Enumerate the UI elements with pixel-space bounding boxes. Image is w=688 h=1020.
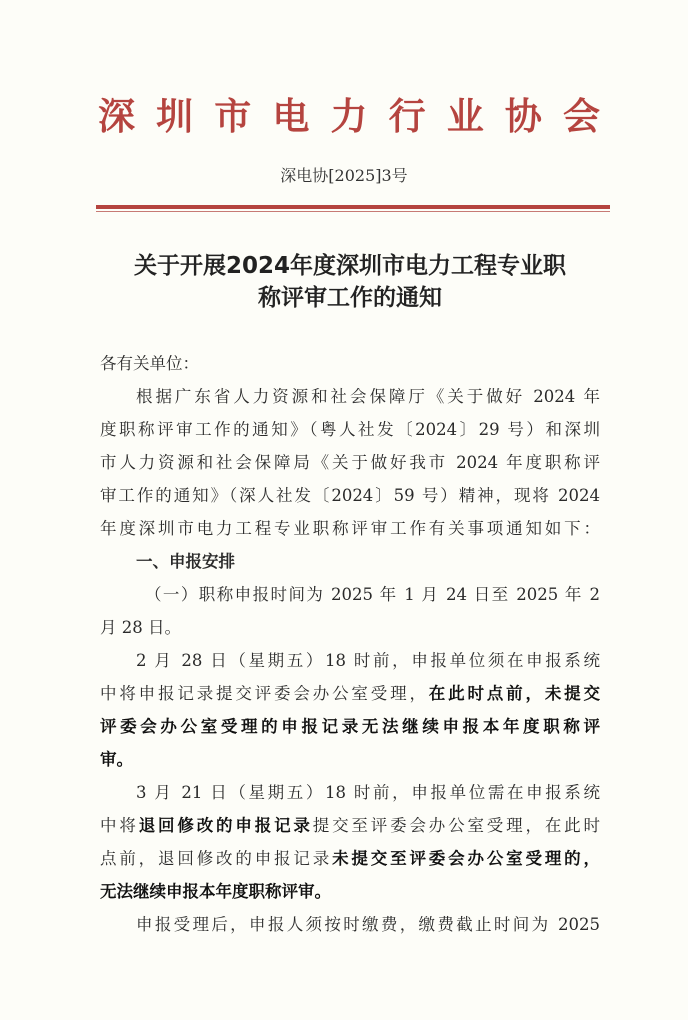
- bold-text: 退回修改的申报记录: [138, 816, 313, 835]
- body-text: （一）职称申报时间为 2025 年 1 月 24 日至 2025 年 2: [145, 585, 600, 604]
- document-title: [90, 250, 610, 314]
- body-line: [100, 878, 600, 911]
- bold-text: 评委会办公室受理的申报记录无法继续申报本年度职称评: [100, 717, 600, 736]
- body-text: 点前，退回修改的申报记录: [100, 849, 333, 868]
- body-text: 2 月 28 日（星期五）18 时前，申报单位须在申报系统: [136, 651, 600, 670]
- body-text: 提交至评委会办公室受理，在此时: [312, 816, 601, 835]
- body-line: [100, 614, 600, 647]
- body-text: 中将申报记录提交评委会办公室受理，: [100, 684, 429, 703]
- body-text: 中将: [100, 816, 139, 835]
- body-text: 月 28 日。: [100, 618, 181, 637]
- body-line: [100, 581, 600, 614]
- body-line: [100, 416, 600, 449]
- body-text: 市人力资源和社会保障局《关于做好我市 2024 年度职称评: [100, 453, 600, 472]
- body-text: 各有关单位：: [100, 354, 199, 373]
- body-text: 申报受理后，申报人须按时缴费，缴费截止时间为 2025: [136, 915, 600, 934]
- body-line: [100, 383, 600, 416]
- header-divider-thick: [96, 205, 610, 209]
- body-line: [100, 350, 600, 383]
- body-line: [100, 911, 600, 944]
- body-text: 年度深圳市电力工程专业职称评审工作有关事项通知如下：: [100, 519, 600, 538]
- body-line: [100, 845, 600, 878]
- body-line: [100, 746, 600, 779]
- bold-text: 未提交至评委会办公室受理的，: [332, 849, 601, 868]
- section-heading: 一、申报安排: [136, 552, 235, 571]
- body-line: [100, 713, 600, 746]
- bold-text: 无法继续申报本年度职称评审。: [100, 882, 331, 901]
- header-divider-thin: [96, 211, 610, 212]
- bold-text: 在此时点前，未提交: [428, 684, 601, 703]
- body-line: [100, 515, 600, 548]
- body-line: [100, 647, 600, 680]
- title-line-2: 称评审工作的通知: [258, 285, 442, 311]
- body-line: [100, 449, 600, 482]
- title-line-1: 关于开展2024年度深圳市电力工程专业职: [133, 253, 566, 279]
- body-line: [100, 680, 600, 713]
- organization-name: 深圳市电力行业协会: [98, 95, 602, 138]
- body-text: 度职称评审工作的通知》（粤人社发〔2024〕29 号）和深圳: [100, 420, 600, 439]
- body-line: [100, 779, 600, 812]
- body-line: [100, 812, 600, 845]
- body-text: 3 月 21 日（星期五）18 时前，申报单位需在申报系统: [136, 783, 600, 802]
- body-line: [100, 482, 600, 515]
- body-line: [100, 548, 600, 581]
- bold-text: 审。: [100, 750, 133, 769]
- document-body: [100, 350, 600, 944]
- body-text: 审工作的通知》（深人社发〔2024〕59 号）精神，现将 2024: [100, 486, 600, 505]
- body-text: 根据广东省人力资源和社会保障厅《关于做好 2024 年: [136, 387, 600, 406]
- document-number: 深电协[2025]3号: [280, 166, 408, 185]
